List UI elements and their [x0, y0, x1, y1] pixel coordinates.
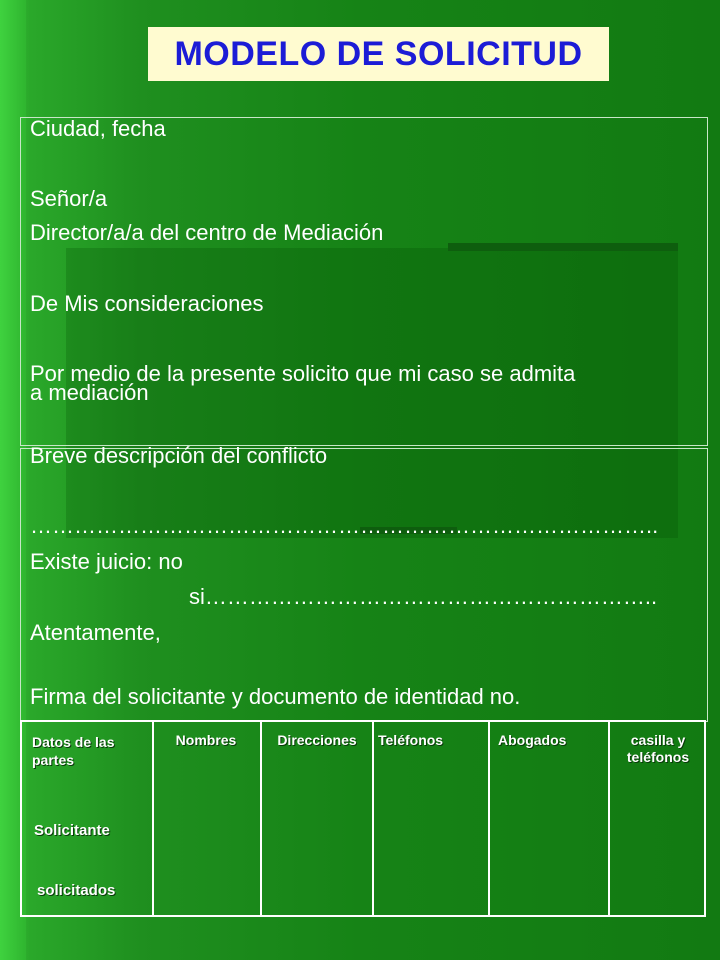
table-divider [260, 722, 262, 915]
conflict-description-label: Breve descripción del conflicto [30, 443, 328, 468]
page-title: MODELO DE SOLICITUD [174, 34, 583, 73]
director-line: Director/a/a del centro de Mediación [30, 220, 384, 245]
table-divider [372, 722, 374, 915]
column-header-phones: Teléfonos [378, 732, 444, 748]
column-header-addresses: Direcciones [277, 732, 357, 748]
table-divider [608, 722, 610, 915]
parties-header: Datos de las partes [32, 734, 115, 768]
column-header-mailbox-phones: casilla y teléfonos [626, 732, 690, 765]
request-line-2: a mediación [30, 380, 149, 405]
title-box [148, 27, 609, 81]
column-header-lawyers: Abogados [498, 732, 567, 748]
city-date-line: Ciudad, fecha [30, 116, 166, 141]
signature-line: Firma del solicitante y documento de identidad no. [30, 684, 521, 709]
request-line-1: Por medio de la presente solicito que mi caso se admita [30, 361, 576, 386]
salutation-line: Señor/a [30, 186, 108, 211]
parties-table [20, 720, 706, 917]
column-header-names: Nombres [175, 732, 237, 748]
considerations-line: De Mis consideraciones [30, 291, 264, 316]
lawsuit-yes-line: si…………………………………………………….. [189, 584, 658, 609]
conflict-description-blank: ………………………………………………………………………….. [30, 513, 659, 538]
applicant-label: Solicitante [34, 822, 110, 839]
lawsuit-no-line: Existe juicio: no [30, 549, 183, 574]
table-divider [488, 722, 490, 915]
table-divider [152, 722, 154, 915]
respondents-label: solicitados [37, 882, 116, 899]
closing-line: Atentamente, [30, 620, 161, 645]
